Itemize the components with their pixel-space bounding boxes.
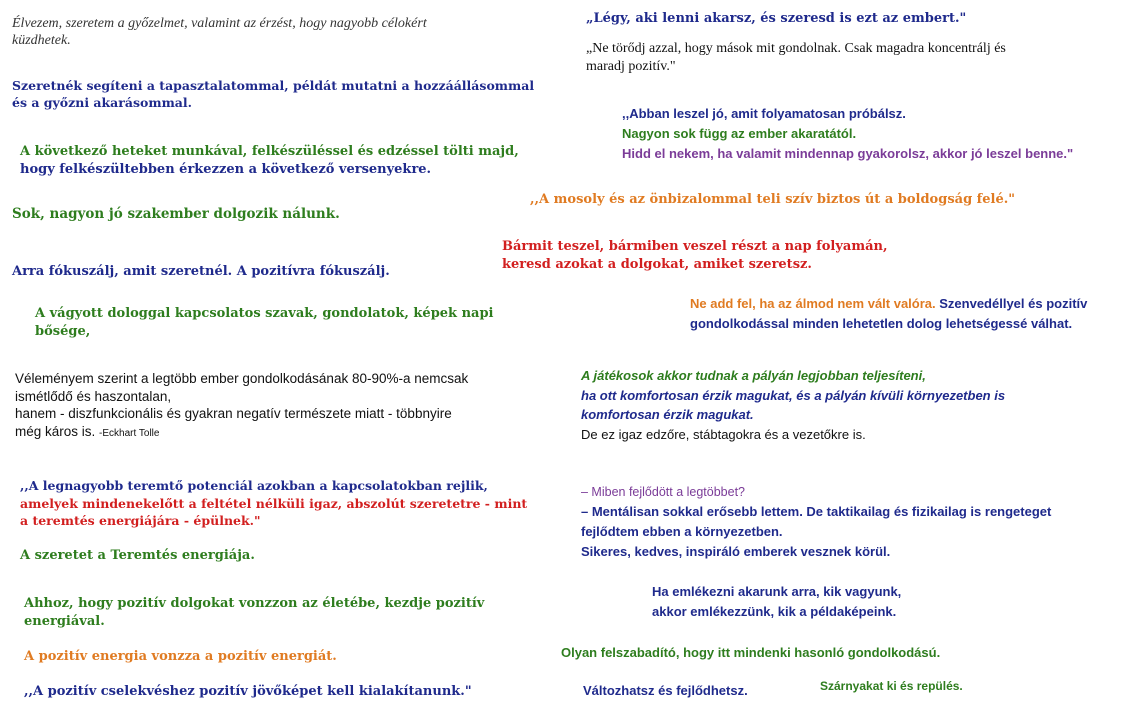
quote-line: A következő heteket munkával, felkészüléssel és edzéssel tölti majd,: [20, 144, 519, 159]
quote-line: gondolkodással minden lehetetlen dolog lehetségessé válhat.: [690, 316, 1073, 331]
quote-line: [690, 294, 1087, 314]
quote-desired-things: [35, 305, 494, 341]
quote-line: A vágyott dologgal kapcsolatos szavak, gondolatok, képek napi: [35, 306, 494, 321]
quote-interview: [581, 482, 1051, 562]
quote-line: hogy felkészültebben érkezzen a következő versenyekre.: [20, 162, 432, 177]
quote-line: ismétlődő és haszontalan,: [15, 388, 172, 404]
quote-last-part: még káros is.: [15, 423, 96, 439]
quote-line: ,,A legnagyobb teremtő potenciál azokban a kapcsolatokban rejlik,: [20, 478, 488, 493]
quote-line: és a győzni akarásommal.: [12, 95, 192, 110]
quote-line: bősége,: [35, 324, 91, 339]
quote-role-models: [652, 582, 901, 622]
quote-liberating: Olyan felszabadító, hogy itt mindenki hasonló gondolkodású.: [561, 645, 941, 660]
quote-line: De ez igaz edzőre, stábtagokra és a vezetőkre is.: [581, 426, 866, 442]
quote-attract-positive: [24, 595, 484, 631]
quote-line: Nagyon sok függ az ember akaratától.: [622, 126, 857, 141]
quote-creative-potential: [20, 477, 527, 530]
quote-do-what-you-love: [502, 238, 888, 274]
quote-part: Szenvedéllyel és pozitív: [935, 296, 1088, 311]
quote-love-energy: A szeretet a Teremtés energiája.: [20, 548, 255, 563]
quote-part: Ne add fel, ha az álmod nem vált valóra.: [690, 296, 936, 311]
quote-line: Bármit teszel, bármiben veszel részt a nap folyamán,: [502, 239, 888, 254]
quote-wings: Szárnyakat ki és repülés.: [820, 679, 963, 693]
quote-line: amelyek mindenekelőtt a feltétel nélküli igaz, abszolút szeretetre - mint: [20, 495, 528, 511]
quote-be-who-you-want: „Légy, aki lenni akarsz, és szeresd is ezt az embert.": [586, 11, 967, 26]
quote-eckhart-tolle: [15, 370, 468, 442]
quote-line: Hidd el nekem, ha valamit mindennap gyakorolsz, akkor jó leszel benne.": [622, 146, 1074, 161]
quote-line: komfortosan érzik magukat.: [581, 407, 754, 422]
quote-dont-care-others: [586, 40, 1006, 76]
quote-line: akkor emlékezzünk, kik a példaképeink.: [652, 604, 897, 619]
quote-line: „Ne törődj azzal, hogy mások mit gondolnak. Csak magadra koncentrálj és: [586, 41, 1006, 56]
quote-dont-give-up: [690, 294, 1087, 334]
quote-line: Élvezem, szeretem a győzelmet, valamint az érzést, hogy nagyobb célokért: [12, 16, 427, 31]
quote-line: hanem - diszfunkcionális és gyakran negatív természete miatt - többnyire: [15, 406, 452, 421]
quote-line: Ahhoz, hogy pozitív dolgokat vonzzon az életébe, kezdje pozitív: [24, 596, 485, 611]
interview-answer-line: Sikeres, kedves, inspiráló emberek vesznek körül.: [581, 544, 891, 559]
quote-practice: [622, 104, 1073, 164]
quote-smile-confidence: ,,A mosoly és az önbizalommal teli szív biztos út a boldogság felé.": [530, 192, 1016, 207]
quote-line: küzdhetek.: [12, 33, 71, 48]
quote-change-develop: Változhatsz és fejlődhetsz.: [583, 683, 748, 698]
quote-focus: Arra fókuszálj, amit szeretnél. A pozitívra fókuszálj.: [12, 264, 390, 279]
quote-players-comfort: [581, 366, 1005, 444]
interview-answer-line: fejlődtem ebben a környezetben.: [581, 524, 783, 539]
quote-author: -Eckhart Tolle: [99, 427, 160, 439]
quote-line: ha ott komfortosan érzik magukat, és a pályán kívüli környezetben is: [581, 387, 1006, 403]
quote-specialists: Sok, nagyon jó szakember dolgozik nálunk.: [12, 206, 340, 222]
quote-line: Szeretnék segíteni a tapasztalatommal, példát mutatni a hozzáállásommal: [12, 78, 535, 93]
quote-line: a teremtés energiájára - épülnek.": [20, 513, 261, 528]
quote-next-weeks: [20, 143, 519, 179]
quote-line: ,,Abban leszel jó, amit folyamatosan próbálsz.: [622, 106, 906, 121]
quote-line: Ha emlékezni akarunk arra, kik vagyunk,: [652, 584, 902, 599]
quote-positive-energy: A pozitív energia vonzza a pozitív energiát.: [24, 649, 337, 664]
quote-line: maradj pozitív.": [586, 59, 676, 74]
quote-line: A játékosok akkor tudnak a pályán legjobban teljesíteni,: [581, 368, 926, 383]
quote-positive-vision: ,,A pozitív cselekvéshez pozitív jövőképet kell kialakítanunk.": [24, 684, 472, 699]
interview-answer-line: – Mentálisan sokkal erősebb lettem. De taktikailag és fizikailag is rengeteget: [581, 504, 1052, 519]
quote-line: Véleményem szerint a legtöbb ember gondolkodásának 80-90%-a nemcsak: [15, 371, 469, 386]
interview-question: – Miben fejlődött a legtöbbet?: [581, 485, 746, 499]
quote-victory: [12, 15, 427, 49]
quote-line: keresd azokat a dolgokat, amiket szeretsz.: [502, 257, 812, 272]
quote-line: [15, 423, 468, 443]
quote-line: energiával.: [24, 614, 105, 629]
quote-help-experience: [12, 77, 534, 111]
